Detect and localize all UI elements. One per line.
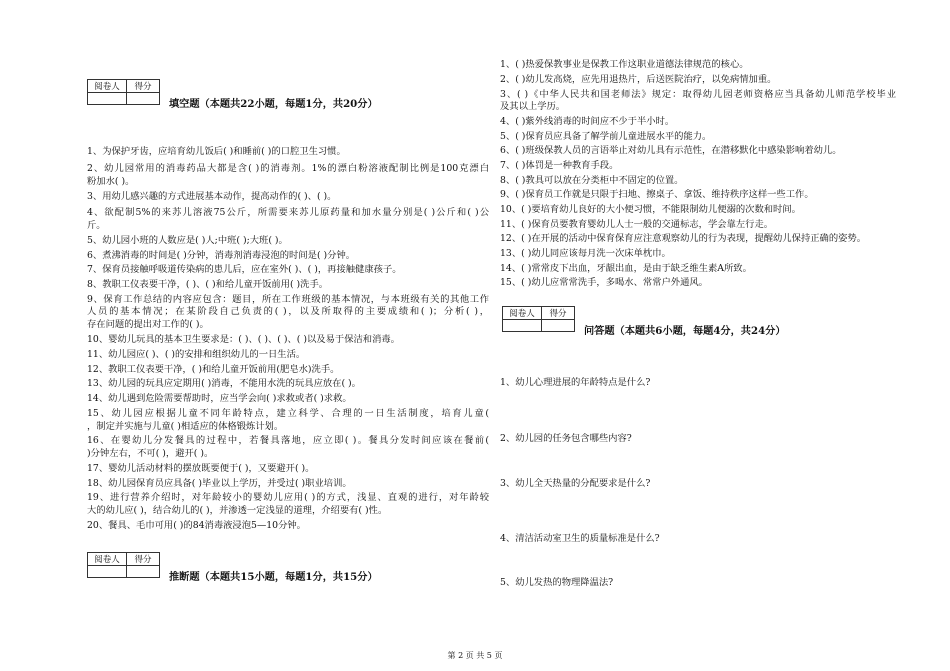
qa-question: 5、幼儿发热的物理降温法? xyxy=(500,577,614,588)
score-box-empty-cell[interactable] xyxy=(88,93,127,105)
fill-blank-line: 大的幼儿应( )，结合幼儿的( )，并渗透一定浅显的道理，介绍要有( )性。 xyxy=(87,505,388,516)
fill-blank-line: 10、婴幼儿玩具的基本卫生要求是：( )、( )、( )、( )以及易于保洁和消毒。 xyxy=(87,334,400,345)
judgment-line: 及其以上学历。 xyxy=(500,101,566,112)
score-box-empty-cell[interactable] xyxy=(127,93,160,105)
fill-blank-line: 6、煮沸消毒的时间是( )分钟，消毒剂消毒浸泡的时间是( )分钟。 xyxy=(87,250,356,261)
fill-blank-line: 5、幼儿园小班的人数应是( )人;中班( );大班( )。 xyxy=(87,235,288,246)
fill-blank-line: 12、教职工仪表要干净，( )和给儿童开饭前用(肥皂水)洗手。 xyxy=(87,364,340,375)
judgment-title: 推断题（本题共15小题，每题1分，共15分） xyxy=(169,571,378,583)
judgment-line: 3、( )《中华人民共和国老师法》规定：取得幼儿园老师资格应当具备幼儿师范学校毕业 xyxy=(500,89,896,100)
fill-blank-title: 填空题（本题共22小题，每题1分，共20分） xyxy=(169,98,378,110)
judgment-line: 2、( )幼儿发高烧，应先用退热片，后送医院治疗，以免病情加重。 xyxy=(500,74,777,85)
page-number: 第 2 页 共 5 页 xyxy=(447,651,503,660)
fill-blank-line: 16、在婴幼儿分发餐具的过程中，若餐具落地，应立即( )。餐具分发时间应该在餐前( xyxy=(87,435,489,446)
score-box-qa xyxy=(502,306,575,332)
qa-question: 1、幼儿心理进展的年龄特点是什么? xyxy=(500,377,651,388)
fill-blank-line: 19、进行营养介绍时，对年龄较小的婴幼儿应用( )的方式，浅显、直观的进行，对年龄较 xyxy=(87,492,489,503)
fill-blank-line: )分钟左右，不可( )，避开( )。 xyxy=(87,448,214,459)
judgment-line: 13、( )幼儿同应该每月洗一次床单枕巾。 xyxy=(500,248,671,259)
fill-blank-line: 3、用幼儿感兴趣的方式进展基本动作，提高动作的( )、( )。 xyxy=(87,191,337,202)
qa-question: 4、清洁活动室卫生的质量标准是什么? xyxy=(500,533,660,544)
fill-blank-line: 13、幼儿园的玩具应定期用( )消毒，不能用水洗的玩具应放在( )。 xyxy=(87,378,361,389)
score-box-reviewer: 阅卷人 xyxy=(503,307,542,320)
fill-blank-line: 17、婴幼儿活动材料的摆放既要便于( )，又要避开( )。 xyxy=(87,463,315,474)
score-box-empty-cell[interactable] xyxy=(88,566,127,578)
judgment-line: 6、( )班级保教人员的言语举止对幼儿具有示范性，在潜移默化中感染影响着幼儿。 xyxy=(500,145,842,156)
fill-blank-line: 11、幼儿园应( )、( )的安排和组织幼儿的一日生活。 xyxy=(87,349,306,360)
fill-blank-line: 8、教职工仪表要干净，( )、( )和给儿童开饭前用( )洗手。 xyxy=(87,279,329,290)
score-box-judgment xyxy=(87,552,160,578)
fill-blank-line: ，制定并实施与儿童( )相适应的体格锻炼计划。 xyxy=(87,421,284,432)
score-box-score: 得分 xyxy=(542,307,575,320)
fill-blank-line: 斤。 xyxy=(87,220,106,231)
score-box-score: 得分 xyxy=(127,80,160,93)
judgment-line: 7、( )体罚是一种教育手段。 xyxy=(500,160,619,171)
qa-title: 问答题（本题共6小题，每题4分，共24分） xyxy=(584,325,786,337)
score-box-score: 得分 xyxy=(127,553,160,566)
judgment-line: 11、( )保育员要教育婴幼儿人士一般的交通标志，学会靠左行走。 xyxy=(500,219,774,230)
score-box-empty-cell[interactable] xyxy=(127,566,160,578)
fill-blank-line: 粉加水( )。 xyxy=(87,176,135,187)
score-box-reviewer: 阅卷人 xyxy=(88,80,127,93)
score-box-fill-blank xyxy=(87,79,160,105)
fill-blank-line: 9、保育工作总结的内容应包含：题目，所在工作班级的基本情况，与本班级有关的其他工作 xyxy=(87,294,489,305)
qa-question: 2、幼儿园的任务包含哪些内容? xyxy=(500,433,632,444)
judgment-line: 14、( )常常皮下出血，牙龈出血，是由于缺乏维生素A所致。 xyxy=(500,263,752,274)
judgment-line: 9、( )保育员工作就是只限于扫地、擦桌子、拿饭、维持秩序这样一些工作。 xyxy=(500,189,814,200)
judgment-line: 12、( )在开展的活动中保育保育应注意观察幼儿的行为表现，提醒幼儿保持正确的姿势。 xyxy=(500,233,867,244)
judgment-line: 10、( )要培育幼儿良好的大小便习惯，不能限制幼儿便溺的次数和时间。 xyxy=(500,204,801,215)
judgment-line: 15、( )幼儿应常常洗手，多喝水、常常户外通风。 xyxy=(500,277,708,288)
score-box-empty-cell[interactable] xyxy=(503,320,542,332)
judgment-line: 8、( )教具可以放在分类柜中不固定的位置。 xyxy=(500,175,684,186)
fill-blank-line: 存在问题的提出对工作的( )。 xyxy=(87,319,209,330)
fill-blank-line: 人员的基本情况；在某阶段自己负责的( )，以及所取得的主要成绩和( )；分析( )， xyxy=(87,306,489,317)
fill-blank-line: 14、幼儿遇到危险需要帮助时，应当学会向( )求救或者( )求救。 xyxy=(87,393,352,404)
judgment-line: 1、( )热爱保教事业是保教工作这职业道德法律规范的核心。 xyxy=(500,59,749,70)
fill-blank-line: 7、保育员接触呼吸道传染病的患儿后，应在室外( )、( )，再接触健康孩子。 xyxy=(87,264,402,275)
score-box-empty-cell[interactable] xyxy=(542,320,575,332)
fill-blank-line: 15、幼儿园应根据儿童不同年龄特点，建立科学、合理的一日生活制度，培育儿童( xyxy=(87,408,489,419)
fill-blank-line: 1、为保护牙齿，应培育幼儿饭后( )和睡前( )的口腔卫生习惯。 xyxy=(87,146,346,157)
fill-blank-line: 4、欲配制5%的来苏儿溶液75公斤，所需要来苏儿原药量和加水量分别是( )公斤和( )公 xyxy=(87,207,489,218)
fill-blank-line: 18、幼儿园保育员应具备( )毕业以上学历，并受过( )职业培训。 xyxy=(87,478,352,489)
judgment-line: 4、( )紫外线消毒的时间应不少于半小时。 xyxy=(500,116,675,127)
fill-blank-line: 20、餐具、毛巾可用( )的84消毒液浸泡5—10分钟。 xyxy=(87,520,306,531)
score-box-reviewer: 阅卷人 xyxy=(88,553,127,566)
judgment-line: 5、( )保育员应具备了解学前儿童进展水平的能力。 xyxy=(500,131,712,142)
fill-blank-line: 2、幼儿园常用的消毒药品大都是含( )的消毒剂。1%的漂白粉溶液配制比例是100克漂白 xyxy=(87,163,489,174)
qa-question: 3、幼儿全天热量的分配要求是什么? xyxy=(500,478,651,489)
